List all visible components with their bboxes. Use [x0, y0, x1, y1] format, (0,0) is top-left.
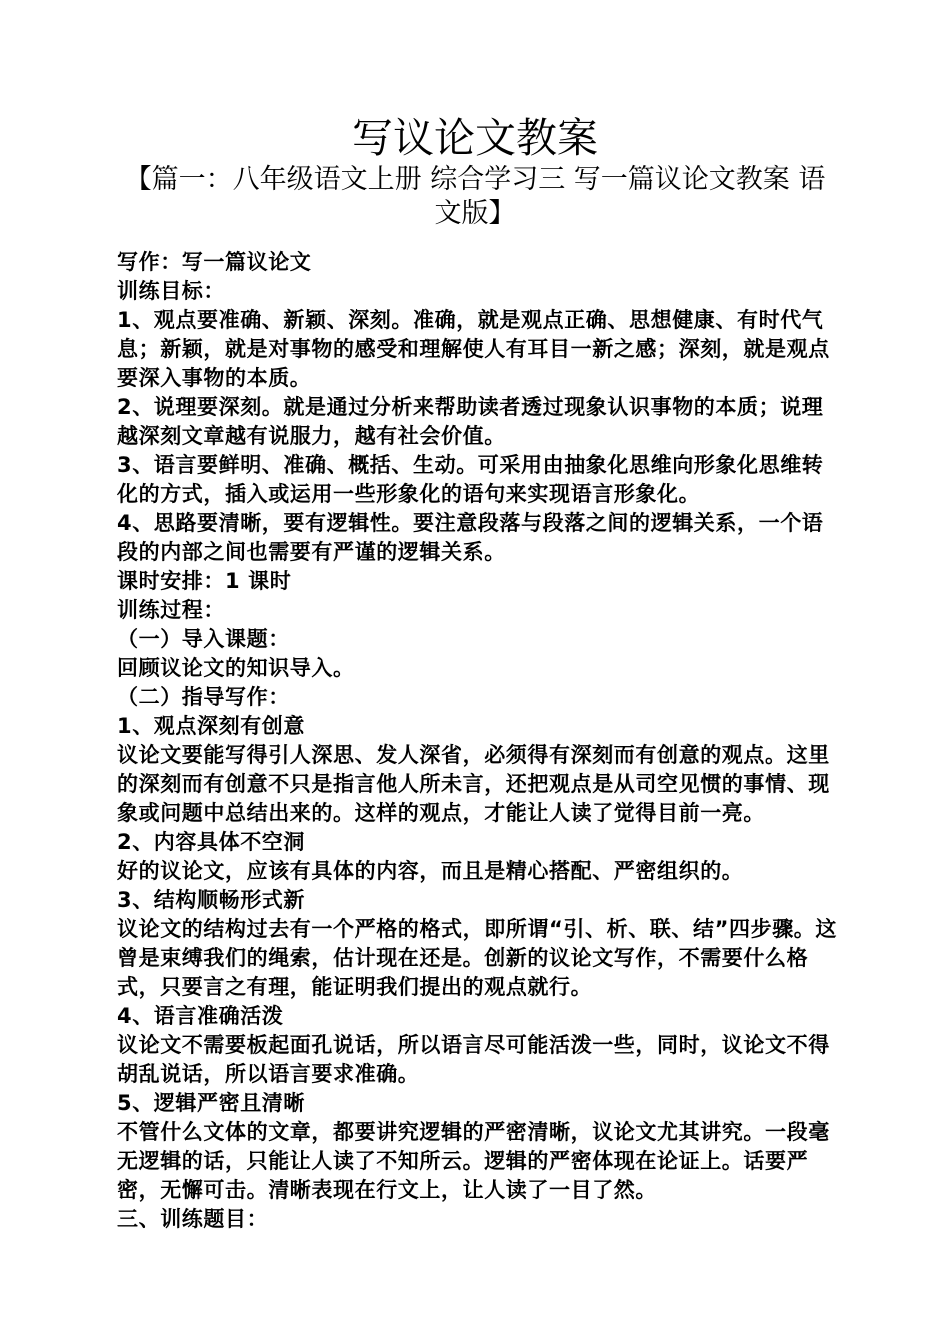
section-guidance-heading: （二）指导写作：	[117, 685, 290, 709]
guidance-point-3-heading: 3、结构顺畅形式新	[117, 888, 306, 912]
goal-item-4: 4、思路要清晰，要有逻辑性。要注意段落与段落之间的逻辑关系，一个语段的内部之间也需要有严谨的逻辑关系。	[117, 511, 824, 564]
training-topics-heading: 三、训练题目：	[117, 1207, 269, 1231]
goal-item-1: 1、观点要准确、新颖、深刻。准确，就是观点正确、思想健康、有时代气息；新颖，就是对事物的感受和理解使人有耳目一新之感；深刻，就是观点要深入事物的本质。	[117, 308, 830, 390]
class-hours-line: 课时安排：1 课时	[117, 569, 292, 593]
guidance-point-4-text: 议论文不需要板起面孔说话，所以语言尽可能活泼一些，同时，议论文不得胡乱说话，所以语言要求准确。	[117, 1033, 830, 1086]
document-subtitle: 【篇一：八年级语文上册 综合学习三 写一篇议论文教案 语文版】	[124, 164, 826, 229]
guidance-point-1-text: 议论文要能写得引人深思、发人深省，必须得有深刻而有创意的观点。这里的深刻而有创意不只是指言他人所未言，还把观点是从司空见惯的事情、现象或问题中总结出来的。这样的观点，才能让人读了觉得目前一亮。	[117, 743, 830, 825]
guidance-point-2-heading: 2、内容具体不空洞	[117, 830, 306, 854]
document-title: 写议论文教案	[352, 114, 598, 162]
writing-topic-line: 写作：写一篇议论文	[117, 250, 312, 274]
goal-item-3: 3、语言要鲜明、准确、概括、生动。可采用由抽象化思维向形象化思维转化的方式，插入或运用一些形象化的语句来实现语言形象化。	[117, 453, 824, 506]
goal-item-2: 2、说理要深刻。就是通过分析来帮助读者透过现象认识事物的本质；说理越深刻文章越有说服力，越有社会价值。	[117, 395, 824, 448]
section-intro-text: 回顾议论文的知识导入。	[117, 656, 355, 680]
section-intro-heading: （一）导入课题：	[117, 627, 290, 651]
training-process-heading: 训练过程：	[117, 598, 225, 622]
guidance-point-4-heading: 4、语言准确活泼	[117, 1004, 284, 1028]
guidance-point-3-text: 议论文的结构过去有一个严格的格式，即所谓“引、析、联、结”四步骤。这曾是束缚我们的绳索，估计现在还是。创新的议论文写作，不需要什么格式，只要言之有理，能证明我们提出的观点就行。	[117, 917, 838, 999]
training-goals-heading: 训练目标：	[117, 279, 225, 303]
document-body	[117, 248, 837, 1234]
guidance-point-5-text: 不管什么文体的文章，都要讲究逻辑的严密清晰，议论文尤其讲究。一段毫无逻辑的话，只能让人读了不知所云。逻辑的严密体现在论证上。话要严密，无懈可击。清晰表现在行文上，让人读了一目了然。	[117, 1120, 830, 1202]
guidance-point-1-heading: 1、观点深刻有创意	[117, 714, 306, 738]
guidance-point-5-heading: 5、逻辑严密且清晰	[117, 1091, 306, 1115]
guidance-point-2-text: 好的议论文，应该有具体的内容，而且是精心搭配、严密组织的。	[117, 859, 744, 883]
